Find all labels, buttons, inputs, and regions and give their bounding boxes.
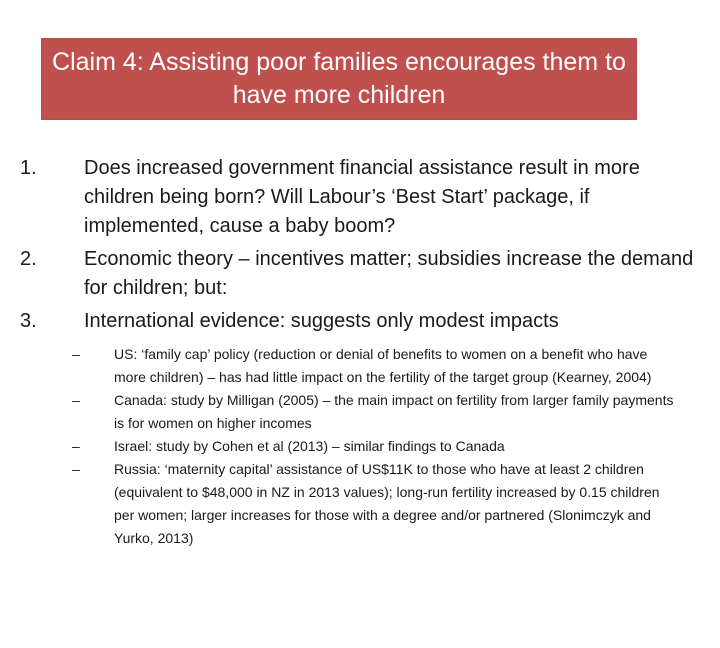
slide-title-box — [41, 38, 637, 120]
dash-bullet: – — [72, 438, 80, 454]
main-point-2 — [20, 245, 700, 303]
point-number: 3. — [20, 310, 37, 332]
evidence-item-canada — [72, 389, 682, 435]
evidence-text: Russia: ‘maternity capital’ assistance of US$11K to those who have at least 2 children (equivalent to $48,000 in NZ in 2013 values); long-run fertility increased by 0.15 children per women; larger increases for those with a degree and/or partnered (Slonimczyk and Yurko, 2013) — [114, 461, 660, 546]
evidence-item-israel — [72, 435, 682, 458]
evidence-item-us — [72, 343, 682, 389]
point-text: Economic theory – incentives matter; subsidies increase the demand for children; but: — [84, 248, 694, 299]
slide-title: Claim 4: Assisting poor families encourages them to have more children — [52, 48, 626, 109]
point-number: 1. — [20, 157, 37, 179]
evidence-text: Canada: study by Milligan (2005) – the main impact on fertility from larger family payments is for women on higher incomes — [114, 392, 674, 431]
dash-bullet: – — [72, 461, 80, 477]
point-text: International evidence: suggests only modest impacts — [84, 310, 559, 332]
point-number: 2. — [20, 248, 37, 270]
evidence-list — [72, 343, 682, 550]
evidence-text: US: ‘family cap’ policy (reduction or denial of benefits to women on a benefit who have more children) – has had little impact on the fertility of the target group (Kearney, 2004) — [114, 346, 652, 385]
dash-bullet: – — [72, 392, 80, 408]
evidence-item-russia — [72, 458, 682, 550]
main-point-list — [20, 154, 700, 340]
point-text: Does increased government financial assistance result in more children being born? Will Labour’s ‘Best Start’ package, if implemented, cause a baby boom? — [84, 157, 640, 237]
main-point-1 — [20, 154, 700, 241]
dash-bullet: – — [72, 346, 80, 362]
evidence-text: Israel: study by Cohen et al (2013) – similar findings to Canada — [114, 438, 505, 454]
main-point-3 — [20, 307, 700, 336]
